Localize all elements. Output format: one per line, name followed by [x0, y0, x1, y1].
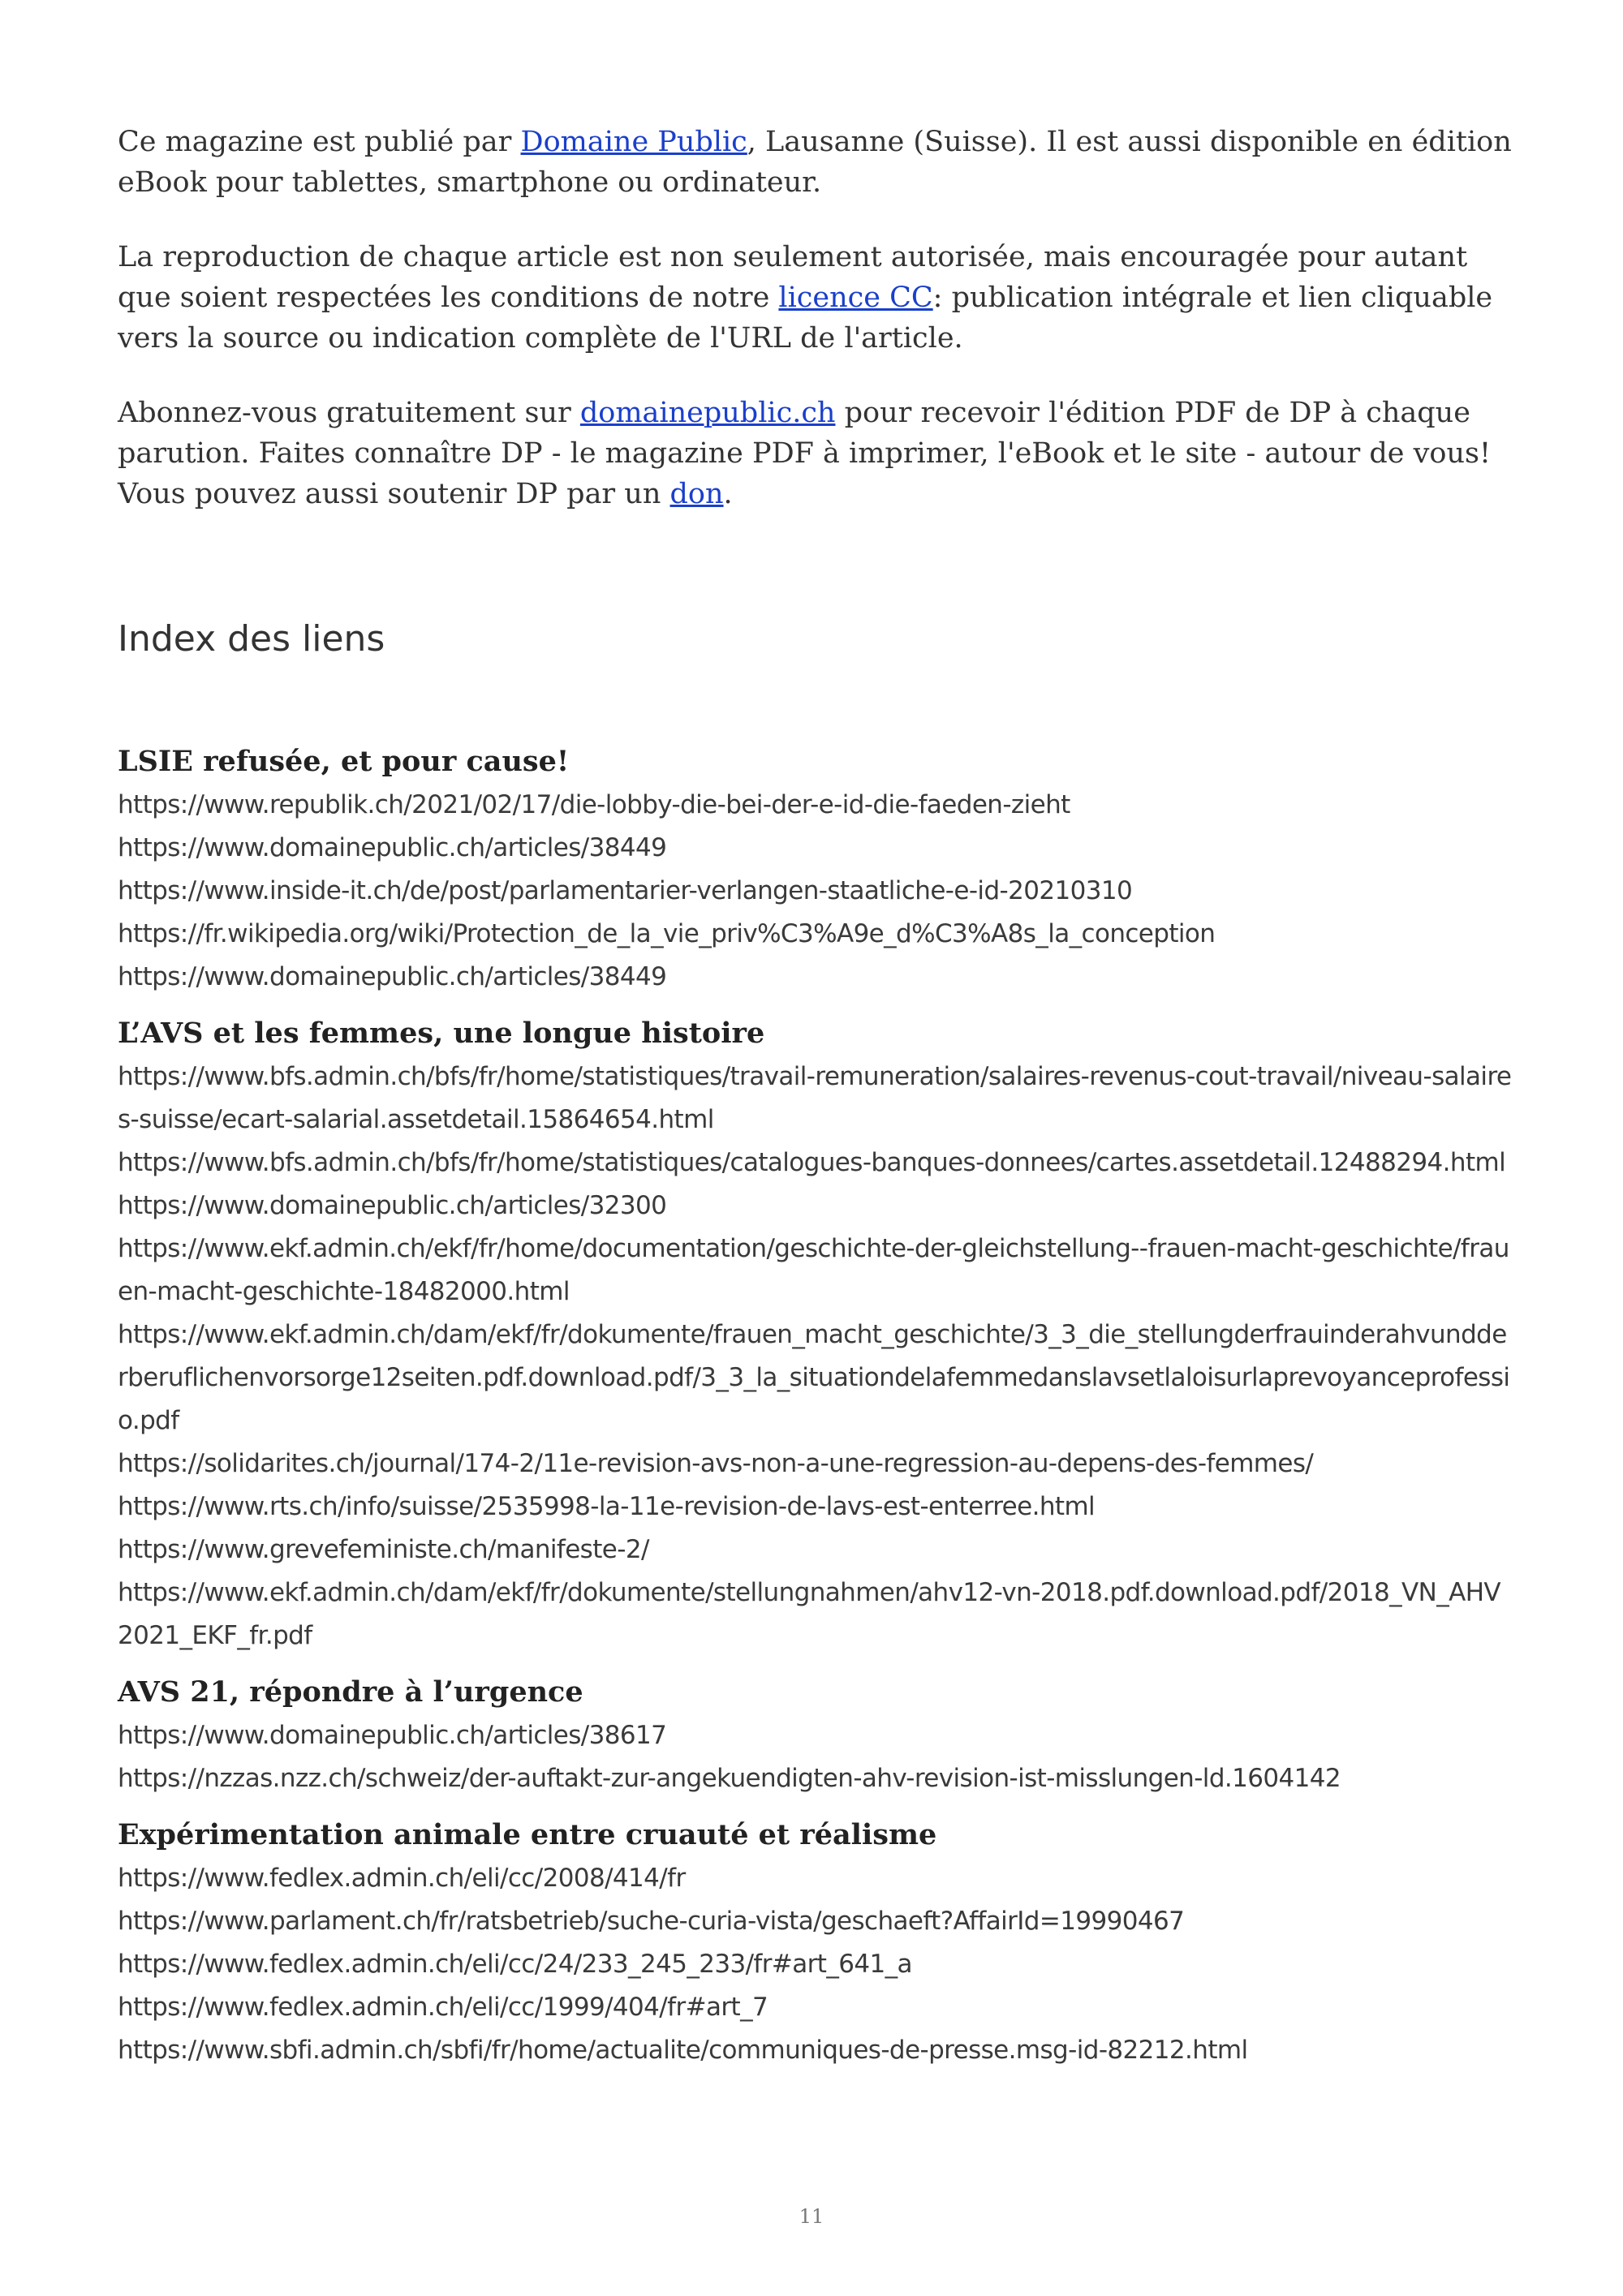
reference-url[interactable]: https://www.grevefeministe.ch/manifeste-2/ [118, 1535, 649, 1564]
intro-text: Abonnez-vous gratuitement sur [118, 397, 580, 429]
link-section [118, 1670, 1513, 1800]
intro-text: : publication intégrale et lien cliquable vers la source ou indication complète de l'URL de l'article. [118, 282, 1493, 355]
index-heading: Index des liens [118, 618, 385, 660]
reference-url[interactable]: https://fr.wikipedia.org/wiki/Protection_de_la_vie_priv%C3%A9e_d%C3%A8s_la_conception [118, 919, 1216, 948]
reference-url[interactable]: https://www.fedlex.admin.ch/eli/cc/1999/404/fr#art_7 [118, 1993, 768, 2022]
intro-paragraph-license [118, 237, 1513, 359]
reference-url[interactable]: https://www.bfs.admin.ch/bfs/fr/home/statistiques/travail-remuneration/salaires-revenus-cout-travail/niveau-salaires-suisse/ecart-salarial.assetdetail.15864654.html [118, 1062, 1512, 1134]
reference-url[interactable]: https://nzzas.nzz.ch/schweiz/der-auftakt-zur-angekuendigten-ahv-revision-ist-misslungen-ld.1604142 [118, 1764, 1341, 1793]
reference-url[interactable]: https://www.domainepublic.ch/articles/38617 [118, 1721, 667, 1750]
section-title: LSIE refusée, et pour cause! [118, 745, 570, 778]
link-section [118, 1813, 1513, 2072]
reference-url[interactable]: https://www.ekf.admin.ch/ekf/fr/home/documentation/geschichte-der-gleichstellung--frauen-macht-geschichte/frauen-macht-geschichte-18482000.html [118, 1234, 1509, 1306]
domaine-public-link[interactable]: Domaine Public [520, 126, 747, 158]
domainepublic-link[interactable]: domainepublic.ch [579, 397, 836, 429]
reference-url[interactable]: https://www.ekf.admin.ch/dam/ekf/fr/dokumente/stellungnahmen/ahv12-vn-2018.pdf.download.pdf/2018_VN_AHV2021_EKF_fr.pdf [118, 1578, 1501, 1650]
reference-url[interactable]: https://www.sbfi.admin.ch/sbfi/fr/home/actualite/communiques-de-presse.msg-id-82212.html [118, 2036, 1248, 2065]
donation-link[interactable]: don [669, 478, 724, 510]
reference-url[interactable]: https://www.fedlex.admin.ch/eli/cc/24/233_245_233/fr#art_641_a [118, 1950, 912, 1979]
reference-url[interactable]: https://www.ekf.admin.ch/dam/ekf/fr/dokumente/frauen_macht_geschichte/3_3_die_stellungderfrauinderahvundderberuflichenvorsorge12seiten.pdf.download.pdf/3_3_la_situationdelafemmedanslavsetlaloisurlaprevoyanceprofessio.pdf [118, 1320, 1510, 1435]
section-title: Expérimentation animale entre cruauté et réalisme [118, 1818, 937, 1851]
licence-cc-link[interactable]: licence CC [778, 282, 933, 314]
reference-url[interactable]: https://solidarites.ch/journal/174-2/11e-revision-avs-non-a-une-regression-au-depens-des-femmes/ [118, 1449, 1314, 1478]
link-section [118, 1012, 1513, 1658]
link-index [118, 740, 1513, 2085]
link-section [118, 740, 1513, 999]
intro-text: , Lausanne (Suisse). Il est aussi disponible en édition eBook pour tablettes, smartphone ou ordinateur. [118, 126, 1512, 199]
page-content [118, 122, 1513, 2065]
reference-url[interactable]: https://www.rts.ch/info/suisse/2535998-la-11e-revision-de-lavs-est-enterree.html [118, 1492, 1096, 1521]
section-title: L’AVS et les femmes, une longue histoire [118, 1017, 765, 1050]
reference-url[interactable]: https://www.inside-it.ch/de/post/parlamentarier-verlangen-staatliche-e-id-20210310 [118, 876, 1133, 905]
intro-text: Ce magazine est publié par [118, 126, 521, 158]
reference-url[interactable]: https://www.domainepublic.ch/articles/32300 [118, 1191, 667, 1220]
intro-paragraph-subscribe [118, 393, 1513, 514]
intro-block [118, 122, 1513, 514]
intro-text: . [723, 478, 733, 510]
reference-url[interactable]: https://www.domainepublic.ch/articles/38449 [118, 962, 667, 991]
reference-url[interactable]: https://www.parlament.ch/fr/ratsbetrieb/suche-curia-vista/geschaeft?AffairId=19990467 [118, 1907, 1185, 1936]
intro-text: pour recevoir l'édition PDF de DP à chaque parution. Faites connaître DP - le magazine PDF à imprimer, l'eBook et le site - autour de vous! Vous pouvez aussi soutenir DP par un [118, 397, 1492, 510]
intro-text: La reproduction de chaque article est non seulement autorisée, mais encouragée pour autant que soient respectées les conditions de notre [118, 241, 1468, 314]
reference-url[interactable]: https://www.republik.ch/2021/02/17/die-lobby-die-bei-der-e-id-die-faeden-zieht [118, 790, 1070, 819]
page-number: 11 [799, 2205, 824, 2228]
intro-paragraph-publisher [118, 122, 1513, 203]
reference-url[interactable]: https://www.fedlex.admin.ch/eli/cc/2008/414/fr [118, 1864, 686, 1893]
reference-url[interactable]: https://www.domainepublic.ch/articles/38449 [118, 833, 667, 862]
section-title: AVS 21, répondre à l’urgence [118, 1675, 583, 1709]
reference-url[interactable]: https://www.bfs.admin.ch/bfs/fr/home/statistiques/catalogues-banques-donnees/cartes.assetdetail.12488294.html [118, 1148, 1506, 1177]
